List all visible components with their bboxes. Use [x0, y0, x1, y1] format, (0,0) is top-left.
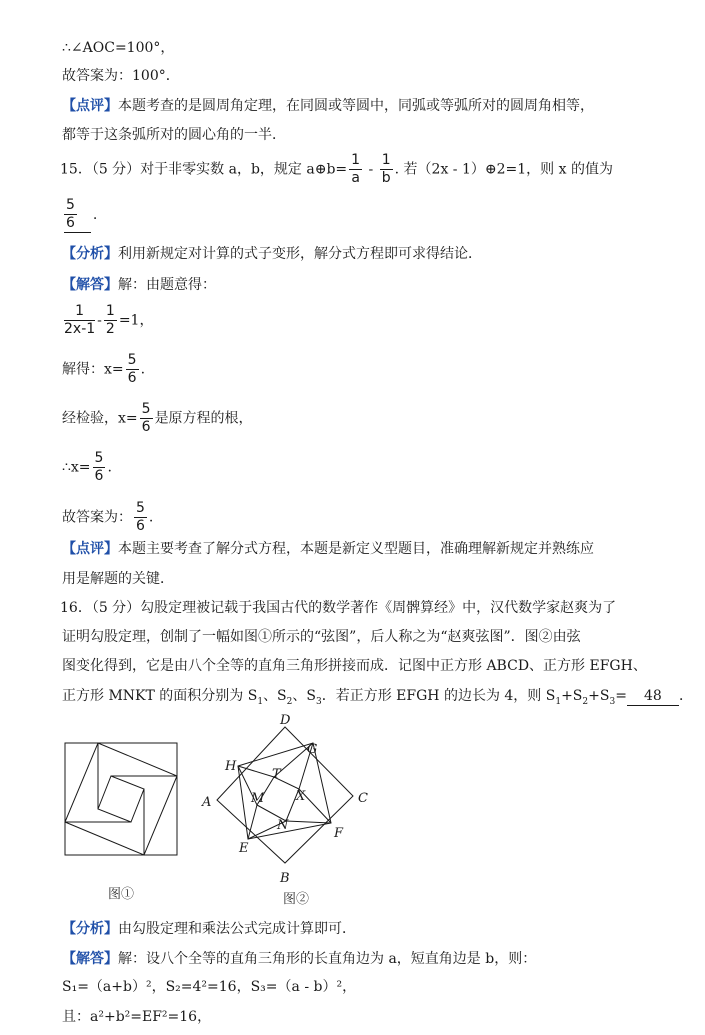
q15-analysis-text: 利用新规定对计算的式子变形，解分式方程即可求得结论．: [118, 246, 482, 262]
square-abcd: [217, 727, 353, 863]
dot: .: [140, 361, 146, 378]
line-angle-aoc: ∴∠AOC=100°，: [62, 40, 175, 56]
comment-14: [62, 97, 594, 115]
q15-stem: [60, 152, 613, 187]
figure-2-eight-triangles: [195, 710, 385, 910]
dot: .: [107, 459, 112, 476]
q16-line-4-prefix: 正方形 MNKT 的面积分别为 S: [62, 688, 258, 704]
frac-num: 5: [136, 500, 145, 516]
label-c: C: [358, 791, 368, 806]
frac-den: 2x-1: [64, 321, 96, 337]
q15-answer-blank: [62, 197, 97, 233]
fig2-caption: 图②: [283, 892, 310, 907]
q16-analysis: [62, 920, 356, 938]
check-prefix: 经检验，x=: [62, 410, 138, 427]
frac-den: 6: [127, 370, 137, 386]
q16-last-line: 且：a²+b²=EF²=16，: [62, 1009, 212, 1025]
q16-solution-text: 解：设八个全等的直角三角形的长直角边为 a，短直角边是 b，则：: [118, 951, 537, 967]
frac-den: a: [351, 170, 360, 186]
frac-num: 5: [141, 401, 151, 417]
frac-num: 5: [94, 450, 104, 466]
figure-1-string-diagram: [60, 738, 185, 908]
answer-prefix: 故答案为：: [62, 509, 132, 526]
label-e: E: [239, 841, 249, 856]
q16-solution: [62, 950, 536, 968]
q15-check: [62, 401, 253, 436]
q15-therefore: [62, 450, 112, 485]
q16-s-values: S₁=（a+b）²，S₂=4²=16，S₃=（a - b）²，: [62, 979, 357, 995]
answer-fraction: [64, 197, 91, 233]
analysis-label: 【分析】: [62, 246, 118, 262]
frac-1-over-2x-1: [64, 303, 95, 338]
q15-solution: [62, 276, 216, 294]
frac-num: 5: [127, 352, 137, 368]
q16-line-2: 证明勾股定理，创制了一幅如图①所示的“弦图”，后人称之为“赵爽弦图”．图②由弦: [62, 629, 581, 645]
frac-5-6: [126, 352, 139, 387]
label-x: X: [296, 789, 306, 804]
q16-line-4-mid: ．若正方形 EFGH 的边长为 4，则 S: [321, 688, 556, 704]
q16-answer-blank: 48: [627, 687, 679, 706]
eq-end: =1，: [118, 312, 154, 329]
eq-minus: -: [97, 312, 102, 329]
therefore-prefix: ∴x=: [62, 459, 91, 476]
comment-label: 【点评】: [62, 541, 118, 557]
frac-den: 6: [141, 419, 151, 435]
label-a: A: [202, 795, 212, 810]
frac-5-6: [140, 401, 153, 436]
frac-5-6: [93, 450, 106, 485]
comment-14-text-2: 都等于这条弧所对的圆心角的一半．: [62, 127, 286, 143]
label-b: B: [280, 871, 290, 886]
label-g: G: [307, 742, 318, 757]
fig1-caption: 图①: [108, 887, 135, 902]
q16-line-4: 正方形 MNKT 的面积分别为 $S_1$、$S_2$、$S_3$．若正方形 EFGH 的边长为 4，则 $S_1+S_2+S_3= 48$ ．: [62, 688, 693, 707]
inner-tilted-square: [65, 743, 177, 855]
outer-square: [65, 743, 177, 855]
dot: .: [148, 509, 154, 526]
q15-comment-text-1: 本题主要考查了解分式方程，本题是新定义型题目，准确理解新规定并熟练应: [118, 541, 594, 557]
frac-den: b: [381, 170, 391, 186]
op-minus: -: [364, 161, 378, 178]
check-suffix: 是原方程的根，: [154, 410, 253, 427]
frac-num: 1: [381, 152, 391, 168]
frac-1-over-b: [380, 152, 393, 187]
label-t: T: [272, 767, 281, 782]
q15-solution-intro: 解：由题意得：: [118, 277, 216, 293]
q15-comment: [62, 540, 594, 558]
dot: .: [92, 207, 98, 223]
comment-label: 【点评】: [62, 98, 118, 114]
frac-den: 6: [66, 215, 75, 231]
frac-den: 6: [136, 518, 145, 534]
q15-after: . 若（2x - 1）⊕2=1，则 x 的值为: [394, 161, 613, 178]
q16-analysis-text: 由勾股定理和乘法公式完成计算即可．: [118, 921, 356, 937]
q15-analysis: [62, 245, 482, 263]
frac-num: 1: [64, 303, 95, 321]
label-h: H: [225, 759, 237, 774]
solve-prefix: 解得：x=: [62, 361, 124, 378]
frac-1-over-a: [349, 152, 362, 187]
center-square: [98, 776, 144, 822]
label-d: D: [280, 713, 291, 728]
frac-5-6: [134, 500, 147, 535]
frac-1-over-2: [104, 303, 117, 338]
comment-14-text-1: 本题考查的是圆周角定理，在同圆或等圆中，同弧或等弧所对的圆周角相等，: [118, 98, 594, 114]
q16-line-3: 图变化得到，它是由八个全等的直角三角形拼接而成．记图中正方形 ABCD、正方形 EFGH、: [62, 658, 647, 674]
line-answer-100: 故答案为：100°．: [62, 68, 180, 84]
q15-prefix: 15．（5 分）对于非零实数 a，b，规定 a⊕b=: [60, 161, 348, 178]
label-f: F: [334, 826, 344, 841]
frac-den: 2: [105, 321, 115, 337]
q15-equation: [62, 303, 153, 338]
q15-solve: [62, 352, 145, 387]
label-n: N: [277, 818, 289, 833]
q15-final-answer: [62, 500, 153, 535]
q15-comment-text-2: 用是解题的关键．: [62, 571, 174, 587]
solution-label: 【解答】: [62, 951, 118, 967]
frac-num: 1: [351, 152, 361, 168]
frac-den: 6: [94, 468, 104, 484]
solution-label: 【解答】: [62, 277, 118, 293]
analysis-label: 【分析】: [62, 921, 118, 937]
q16-line-1: 16．（5 分）勾股定理被记载于我国古代的数学著作《周髀算经》中，汉代数学家赵爽为了: [60, 600, 617, 616]
label-m: M: [251, 791, 265, 806]
frac-num: 5: [66, 197, 75, 213]
frac-num: 1: [105, 303, 115, 319]
